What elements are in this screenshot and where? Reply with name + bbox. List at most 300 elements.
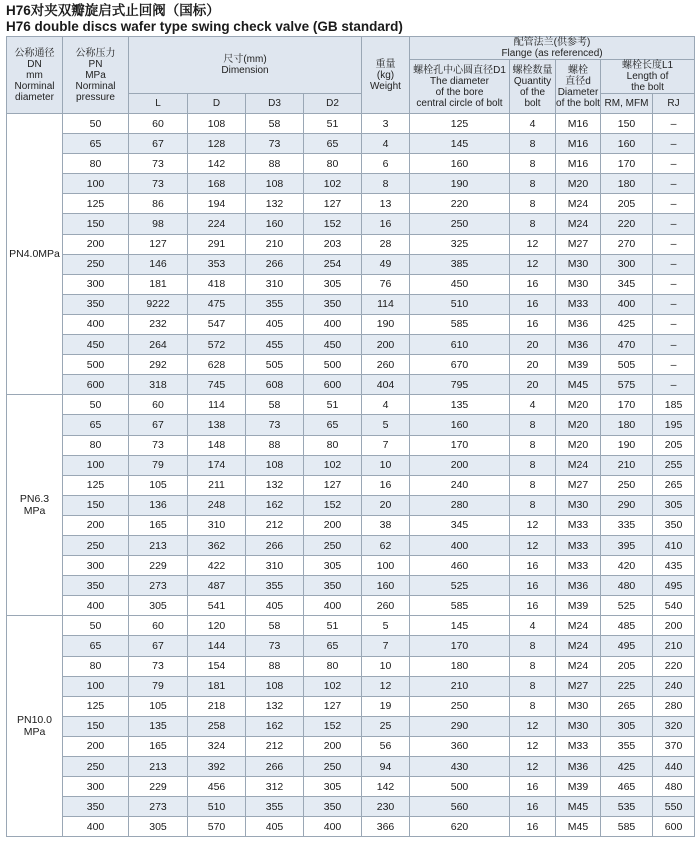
cell-bolt-dia: M16: [556, 154, 601, 174]
cell-pn: 80: [63, 656, 129, 676]
cell-bolt-length-rj: –: [653, 375, 695, 395]
cell-D3: 73: [246, 134, 304, 154]
table-row: [7, 515, 695, 535]
cell-bolt-length-rm: 205: [601, 656, 653, 676]
cell-weight: 6: [362, 154, 410, 174]
cell-bolt-dia: M33: [556, 736, 601, 756]
cell-D2: 200: [304, 515, 362, 535]
cell-bolt-dia: M24: [556, 656, 601, 676]
cell-D3: 108: [246, 455, 304, 475]
cell-D2: 51: [304, 616, 362, 636]
cell-bolt-circle: 240: [410, 475, 510, 495]
cell-bolt-length-rj: 495: [653, 576, 695, 596]
cell-L: 232: [129, 314, 188, 334]
cell-pn: 350: [63, 576, 129, 596]
cell-pn: 80: [63, 154, 129, 174]
cell-D2: 400: [304, 817, 362, 837]
cell-D: 114: [188, 395, 246, 415]
header-bolt-circle: 螺栓孔中心圆直径D1 The diameter of the bore central circle of bolt: [410, 60, 510, 114]
cell-L: 213: [129, 535, 188, 555]
cell-bolt-circle: 670: [410, 355, 510, 375]
cell-bolt-qty: 20: [510, 375, 556, 395]
cell-bolt-dia: M30: [556, 716, 601, 736]
cell-L: 60: [129, 114, 188, 134]
cell-bolt-length-rj: –: [653, 335, 695, 355]
cell-pn: 65: [63, 636, 129, 656]
cell-D2: 203: [304, 234, 362, 254]
cell-bolt-length-rm: 160: [601, 134, 653, 154]
cell-bolt-length-rm: 335: [601, 515, 653, 535]
cell-bolt-circle: 510: [410, 294, 510, 314]
cell-bolt-length-rm: 265: [601, 696, 653, 716]
cell-bolt-length-rj: 265: [653, 475, 695, 495]
cell-weight: 100: [362, 556, 410, 576]
cell-bolt-circle: 280: [410, 495, 510, 515]
cell-bolt-dia: M45: [556, 817, 601, 837]
cell-pn: 65: [63, 134, 129, 154]
cell-D3: 132: [246, 194, 304, 214]
title-block: [0, 0, 700, 36]
cell-D2: 500: [304, 355, 362, 375]
cell-D3: 310: [246, 274, 304, 294]
cell-weight: 25: [362, 716, 410, 736]
cell-bolt-circle: 160: [410, 154, 510, 174]
cell-D3: 405: [246, 314, 304, 334]
table-row: [7, 375, 695, 395]
cell-bolt-dia: M20: [556, 435, 601, 455]
cell-pn: 250: [63, 757, 129, 777]
cell-bolt-dia: M16: [556, 114, 601, 134]
cell-pn: 150: [63, 716, 129, 736]
cell-D2: 400: [304, 314, 362, 334]
cell-weight: 20: [362, 495, 410, 515]
cell-bolt-length-rj: 410: [653, 535, 695, 555]
cell-bolt-qty: 12: [510, 736, 556, 756]
cell-bolt-qty: 8: [510, 475, 556, 495]
cell-L: 67: [129, 636, 188, 656]
cell-bolt-length-rm: 480: [601, 576, 653, 596]
table-row: [7, 435, 695, 455]
cell-D3: 312: [246, 777, 304, 797]
cell-D: 628: [188, 355, 246, 375]
cell-bolt-circle: 190: [410, 174, 510, 194]
cell-bolt-length-rj: –: [653, 194, 695, 214]
cell-pn: 250: [63, 254, 129, 274]
cell-bolt-circle: 450: [410, 274, 510, 294]
cell-D3: 73: [246, 636, 304, 656]
cell-bolt-qty: 12: [510, 757, 556, 777]
cell-bolt-length-rj: 370: [653, 736, 695, 756]
cell-bolt-dia: M39: [556, 355, 601, 375]
cell-D3: 405: [246, 817, 304, 837]
cell-D: 510: [188, 797, 246, 817]
pressure-group-label: PN10.0 MPa: [7, 616, 63, 837]
cell-pn: 400: [63, 596, 129, 616]
cell-bolt-circle: 460: [410, 556, 510, 576]
cell-weight: 10: [362, 455, 410, 475]
cell-bolt-qty: 4: [510, 616, 556, 636]
cell-weight: 38: [362, 515, 410, 535]
table-row: [7, 475, 695, 495]
cell-L: 136: [129, 495, 188, 515]
cell-bolt-length-rj: 185: [653, 395, 695, 415]
table-row: [7, 716, 695, 736]
cell-bolt-length-rm: 395: [601, 535, 653, 555]
cell-bolt-dia: M33: [556, 515, 601, 535]
cell-bolt-dia: M24: [556, 214, 601, 234]
cell-bolt-dia: M30: [556, 696, 601, 716]
cell-pn: 50: [63, 114, 129, 134]
cell-bolt-length-rj: –: [653, 214, 695, 234]
cell-D: 224: [188, 214, 246, 234]
table-row: [7, 174, 695, 194]
table-row: [7, 676, 695, 696]
cell-bolt-length-rm: 400: [601, 294, 653, 314]
table-row: [7, 777, 695, 797]
cell-bolt-length-rm: 290: [601, 495, 653, 515]
cell-pn: 300: [63, 556, 129, 576]
cell-bolt-length-rj: 440: [653, 757, 695, 777]
cell-weight: 5: [362, 616, 410, 636]
table-row: [7, 415, 695, 435]
cell-bolt-length-rj: –: [653, 314, 695, 334]
table-row: [7, 274, 695, 294]
cell-bolt-length-rm: 485: [601, 616, 653, 636]
table-row: [7, 636, 695, 656]
cell-bolt-dia: M36: [556, 335, 601, 355]
cell-pn: 600: [63, 375, 129, 395]
cell-pn: 350: [63, 797, 129, 817]
cell-weight: 56: [362, 736, 410, 756]
cell-weight: 13: [362, 194, 410, 214]
cell-L: 105: [129, 696, 188, 716]
cell-pn: 125: [63, 194, 129, 214]
cell-bolt-length-rj: –: [653, 134, 695, 154]
cell-weight: 76: [362, 274, 410, 294]
cell-bolt-dia: M27: [556, 475, 601, 495]
cell-bolt-qty: 8: [510, 495, 556, 515]
cell-weight: 16: [362, 475, 410, 495]
cell-pn: 125: [63, 475, 129, 495]
cell-D2: 152: [304, 716, 362, 736]
cell-D: 572: [188, 335, 246, 355]
cell-weight: 19: [362, 696, 410, 716]
cell-bolt-qty: 12: [510, 254, 556, 274]
header-dn: 公称通径 DN mm Norminal diameter: [7, 37, 63, 114]
cell-D2: 450: [304, 335, 362, 355]
table-row: [7, 656, 695, 676]
cell-D: 418: [188, 274, 246, 294]
cell-bolt-circle: 125: [410, 114, 510, 134]
table-row: [7, 134, 695, 154]
cell-bolt-length-rj: 195: [653, 415, 695, 435]
cell-D2: 65: [304, 134, 362, 154]
cell-pn: 200: [63, 234, 129, 254]
table-row: [7, 234, 695, 254]
cell-weight: 230: [362, 797, 410, 817]
cell-bolt-circle: 325: [410, 234, 510, 254]
cell-bolt-dia: M30: [556, 254, 601, 274]
cell-bolt-qty: 12: [510, 515, 556, 535]
cell-bolt-dia: M20: [556, 395, 601, 415]
cell-bolt-qty: 8: [510, 134, 556, 154]
table-row: [7, 817, 695, 837]
cell-weight: 62: [362, 535, 410, 555]
table-row: [7, 335, 695, 355]
specification-table: [6, 36, 695, 837]
cell-bolt-qty: 4: [510, 395, 556, 415]
cell-bolt-circle: 585: [410, 314, 510, 334]
cell-bolt-length-rj: 210: [653, 636, 695, 656]
cell-D2: 51: [304, 114, 362, 134]
cell-D2: 250: [304, 757, 362, 777]
cell-bolt-length-rj: 205: [653, 435, 695, 455]
cell-D: 148: [188, 435, 246, 455]
cell-D: 258: [188, 716, 246, 736]
cell-D3: 355: [246, 797, 304, 817]
cell-D: 248: [188, 495, 246, 515]
cell-bolt-qty: 16: [510, 576, 556, 596]
header-D2: D2: [304, 94, 362, 114]
cell-bolt-length-rm: 270: [601, 234, 653, 254]
cell-D: 142: [188, 154, 246, 174]
cell-bolt-length-rm: 495: [601, 636, 653, 656]
cell-D2: 127: [304, 194, 362, 214]
table-row: [7, 616, 695, 636]
cell-L: 73: [129, 154, 188, 174]
cell-bolt-qty: 8: [510, 415, 556, 435]
cell-pn: 200: [63, 736, 129, 756]
cell-L: 127: [129, 234, 188, 254]
cell-bolt-dia: M39: [556, 596, 601, 616]
cell-bolt-circle: 585: [410, 596, 510, 616]
cell-L: 264: [129, 335, 188, 355]
cell-weight: 4: [362, 395, 410, 415]
cell-bolt-length-rm: 505: [601, 355, 653, 375]
cell-bolt-dia: M33: [556, 556, 601, 576]
cell-pn: 250: [63, 535, 129, 555]
cell-bolt-length-rm: 535: [601, 797, 653, 817]
cell-bolt-length-rm: 305: [601, 716, 653, 736]
cell-bolt-length-rm: 225: [601, 676, 653, 696]
header-bolt-dia: 螺栓 直径d Diameter of the bolt: [556, 60, 601, 114]
cell-bolt-circle: 345: [410, 515, 510, 535]
table-row: [7, 696, 695, 716]
cell-bolt-qty: 8: [510, 194, 556, 214]
cell-bolt-qty: 16: [510, 817, 556, 837]
cell-pn: 65: [63, 415, 129, 435]
table-body: [7, 114, 695, 837]
table-row: [7, 455, 695, 475]
cell-weight: 10: [362, 656, 410, 676]
header-rm-mfm: RM, MFM: [601, 94, 653, 114]
cell-L: 73: [129, 656, 188, 676]
cell-bolt-circle: 250: [410, 696, 510, 716]
cell-D2: 305: [304, 556, 362, 576]
cell-bolt-dia: M45: [556, 797, 601, 817]
cell-L: 273: [129, 797, 188, 817]
table-row: [7, 576, 695, 596]
cell-D2: 305: [304, 274, 362, 294]
cell-weight: 49: [362, 254, 410, 274]
cell-weight: 160: [362, 576, 410, 596]
cell-bolt-qty: 12: [510, 535, 556, 555]
cell-bolt-dia: M16: [556, 134, 601, 154]
cell-pn: 500: [63, 355, 129, 375]
cell-L: 73: [129, 174, 188, 194]
cell-bolt-dia: M24: [556, 194, 601, 214]
cell-D3: 210: [246, 234, 304, 254]
cell-D3: 132: [246, 696, 304, 716]
cell-pn: 100: [63, 676, 129, 696]
cell-bolt-circle: 290: [410, 716, 510, 736]
cell-D: 547: [188, 314, 246, 334]
cell-weight: 5: [362, 415, 410, 435]
cell-D3: 355: [246, 294, 304, 314]
cell-D: 570: [188, 817, 246, 837]
cell-bolt-length-rj: 350: [653, 515, 695, 535]
cell-bolt-qty: 8: [510, 174, 556, 194]
cell-D: 120: [188, 616, 246, 636]
cell-bolt-circle: 135: [410, 395, 510, 415]
cell-D: 310: [188, 515, 246, 535]
cell-L: 229: [129, 556, 188, 576]
cell-bolt-length-rj: 320: [653, 716, 695, 736]
cell-bolt-qty: 8: [510, 154, 556, 174]
header-bolt-length: 螺栓长度L1 Length of the bolt: [601, 60, 695, 94]
cell-bolt-dia: M30: [556, 274, 601, 294]
cell-bolt-length-rm: 170: [601, 154, 653, 174]
cell-D3: 88: [246, 435, 304, 455]
cell-bolt-dia: M36: [556, 314, 601, 334]
cell-D2: 600: [304, 375, 362, 395]
cell-D3: 88: [246, 154, 304, 174]
cell-pn: 100: [63, 174, 129, 194]
cell-pn: 50: [63, 616, 129, 636]
cell-bolt-length-rm: 210: [601, 455, 653, 475]
cell-weight: 7: [362, 435, 410, 455]
cell-bolt-circle: 385: [410, 254, 510, 274]
cell-D2: 80: [304, 154, 362, 174]
cell-pn: 350: [63, 294, 129, 314]
cell-bolt-circle: 160: [410, 415, 510, 435]
cell-L: 229: [129, 777, 188, 797]
cell-bolt-qty: 16: [510, 556, 556, 576]
cell-bolt-dia: M27: [556, 234, 601, 254]
cell-weight: 260: [362, 355, 410, 375]
cell-D2: 102: [304, 174, 362, 194]
cell-weight: 114: [362, 294, 410, 314]
cell-bolt-dia: M36: [556, 576, 601, 596]
cell-bolt-length-rj: 240: [653, 676, 695, 696]
cell-D2: 250: [304, 535, 362, 555]
cell-D3: 355: [246, 576, 304, 596]
cell-D2: 80: [304, 435, 362, 455]
cell-D3: 162: [246, 716, 304, 736]
cell-D3: 266: [246, 254, 304, 274]
title-english: H76 double discs wafer type swing check valve (GB standard): [6, 19, 403, 34]
cell-D3: 162: [246, 495, 304, 515]
cell-bolt-length-rj: 220: [653, 656, 695, 676]
cell-weight: 94: [362, 757, 410, 777]
table-row: [7, 395, 695, 415]
cell-D3: 310: [246, 556, 304, 576]
cell-D3: 212: [246, 515, 304, 535]
cell-bolt-circle: 360: [410, 736, 510, 756]
cell-L: 9222: [129, 294, 188, 314]
cell-D: 324: [188, 736, 246, 756]
cell-weight: 142: [362, 777, 410, 797]
cell-bolt-qty: 8: [510, 214, 556, 234]
cell-D3: 405: [246, 596, 304, 616]
table-row: [7, 114, 695, 134]
cell-L: 181: [129, 274, 188, 294]
cell-bolt-circle: 525: [410, 576, 510, 596]
cell-L: 273: [129, 576, 188, 596]
cell-bolt-dia: M33: [556, 294, 601, 314]
cell-bolt-length-rm: 525: [601, 596, 653, 616]
cell-D: 541: [188, 596, 246, 616]
cell-bolt-dia: M33: [556, 535, 601, 555]
cell-bolt-dia: M30: [556, 495, 601, 515]
cell-bolt-qty: 20: [510, 355, 556, 375]
cell-pn: 80: [63, 435, 129, 455]
cell-bolt-qty: 8: [510, 676, 556, 696]
cell-D3: 132: [246, 475, 304, 495]
cell-bolt-circle: 250: [410, 214, 510, 234]
cell-bolt-length-rj: 550: [653, 797, 695, 817]
cell-bolt-length-rm: 470: [601, 335, 653, 355]
cell-bolt-length-rm: 170: [601, 395, 653, 415]
cell-bolt-length-rm: 345: [601, 274, 653, 294]
cell-bolt-length-rj: –: [653, 294, 695, 314]
cell-weight: 12: [362, 676, 410, 696]
cell-bolt-length-rm: 585: [601, 817, 653, 837]
table-row: [7, 556, 695, 576]
cell-bolt-qty: 16: [510, 274, 556, 294]
cell-D: 108: [188, 114, 246, 134]
cell-bolt-length-rj: –: [653, 254, 695, 274]
cell-D: 168: [188, 174, 246, 194]
cell-D2: 127: [304, 696, 362, 716]
cell-bolt-length-rm: 420: [601, 556, 653, 576]
cell-bolt-length-rj: 600: [653, 817, 695, 837]
header-flange: 配管法兰(供参考) Flange (as referenced): [410, 37, 695, 60]
header-bolt-qty: 螺栓数量 Quantity of the bolt: [510, 60, 556, 114]
cell-L: 105: [129, 475, 188, 495]
cell-bolt-qty: 8: [510, 656, 556, 676]
cell-D: 745: [188, 375, 246, 395]
cell-bolt-circle: 430: [410, 757, 510, 777]
cell-bolt-dia: M27: [556, 676, 601, 696]
cell-pn: 450: [63, 335, 129, 355]
table-row: [7, 757, 695, 777]
cell-D3: 212: [246, 736, 304, 756]
table-row: [7, 736, 695, 756]
cell-D3: 58: [246, 395, 304, 415]
cell-L: 60: [129, 395, 188, 415]
cell-bolt-dia: M45: [556, 375, 601, 395]
cell-L: 60: [129, 616, 188, 636]
cell-L: 86: [129, 194, 188, 214]
cell-L: 67: [129, 415, 188, 435]
cell-bolt-length-rm: 300: [601, 254, 653, 274]
cell-D3: 455: [246, 335, 304, 355]
cell-pn: 150: [63, 495, 129, 515]
cell-L: 292: [129, 355, 188, 375]
cell-weight: 4: [362, 134, 410, 154]
cell-bolt-circle: 220: [410, 194, 510, 214]
